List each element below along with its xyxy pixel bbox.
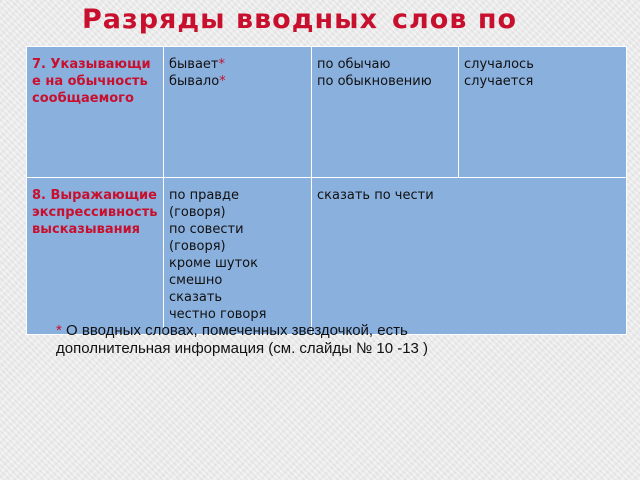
asterisk-mark: * [219,74,226,89]
word-item: по обычаю [317,57,391,72]
word-item: по обыкновению [317,74,432,89]
category-cell: 8. Выражающие экспрессивность высказывания [27,178,164,335]
word-item: по правде [169,188,239,203]
table-row [27,47,627,178]
asterisk-mark: * [56,322,62,339]
category-cell: 7. Указывающие на обычность сообщаемого [27,47,164,178]
word-item: смешно [169,273,223,288]
word-item: (говоря) [169,205,226,220]
word-cell [164,47,312,178]
word-item: (говоря) [169,239,226,254]
word-item: честно говоря [169,307,267,322]
table-row [27,178,627,335]
word-item: сказать по чести [317,188,434,203]
word-item: по совести [169,222,244,237]
word-item: сказать [169,290,223,305]
introductory-words-table [26,46,627,335]
footnote-line-2: дополнительная информация (см. слайды № 10 -13 ) [56,340,429,357]
slide-title-part2: слов по [392,4,518,35]
footnote-line-1: О вводных словах, помеченных звездочкой, есть [61,322,408,339]
word-item [169,73,307,90]
footnote [56,322,428,358]
word-item: кроме шуток [169,256,258,271]
asterisk-mark: * [218,57,225,72]
word-cell [312,47,459,178]
slide-title-part1: Разряды вводных [82,4,378,35]
slide-title [82,4,517,35]
word-cell [459,47,627,178]
word-cell [312,178,627,335]
word-text: бывало [169,74,220,89]
word-item [169,56,307,73]
word-item: случается [464,74,534,89]
word-item: случалось [464,57,534,72]
word-text: бывает [169,57,219,72]
word-cell [164,178,312,335]
